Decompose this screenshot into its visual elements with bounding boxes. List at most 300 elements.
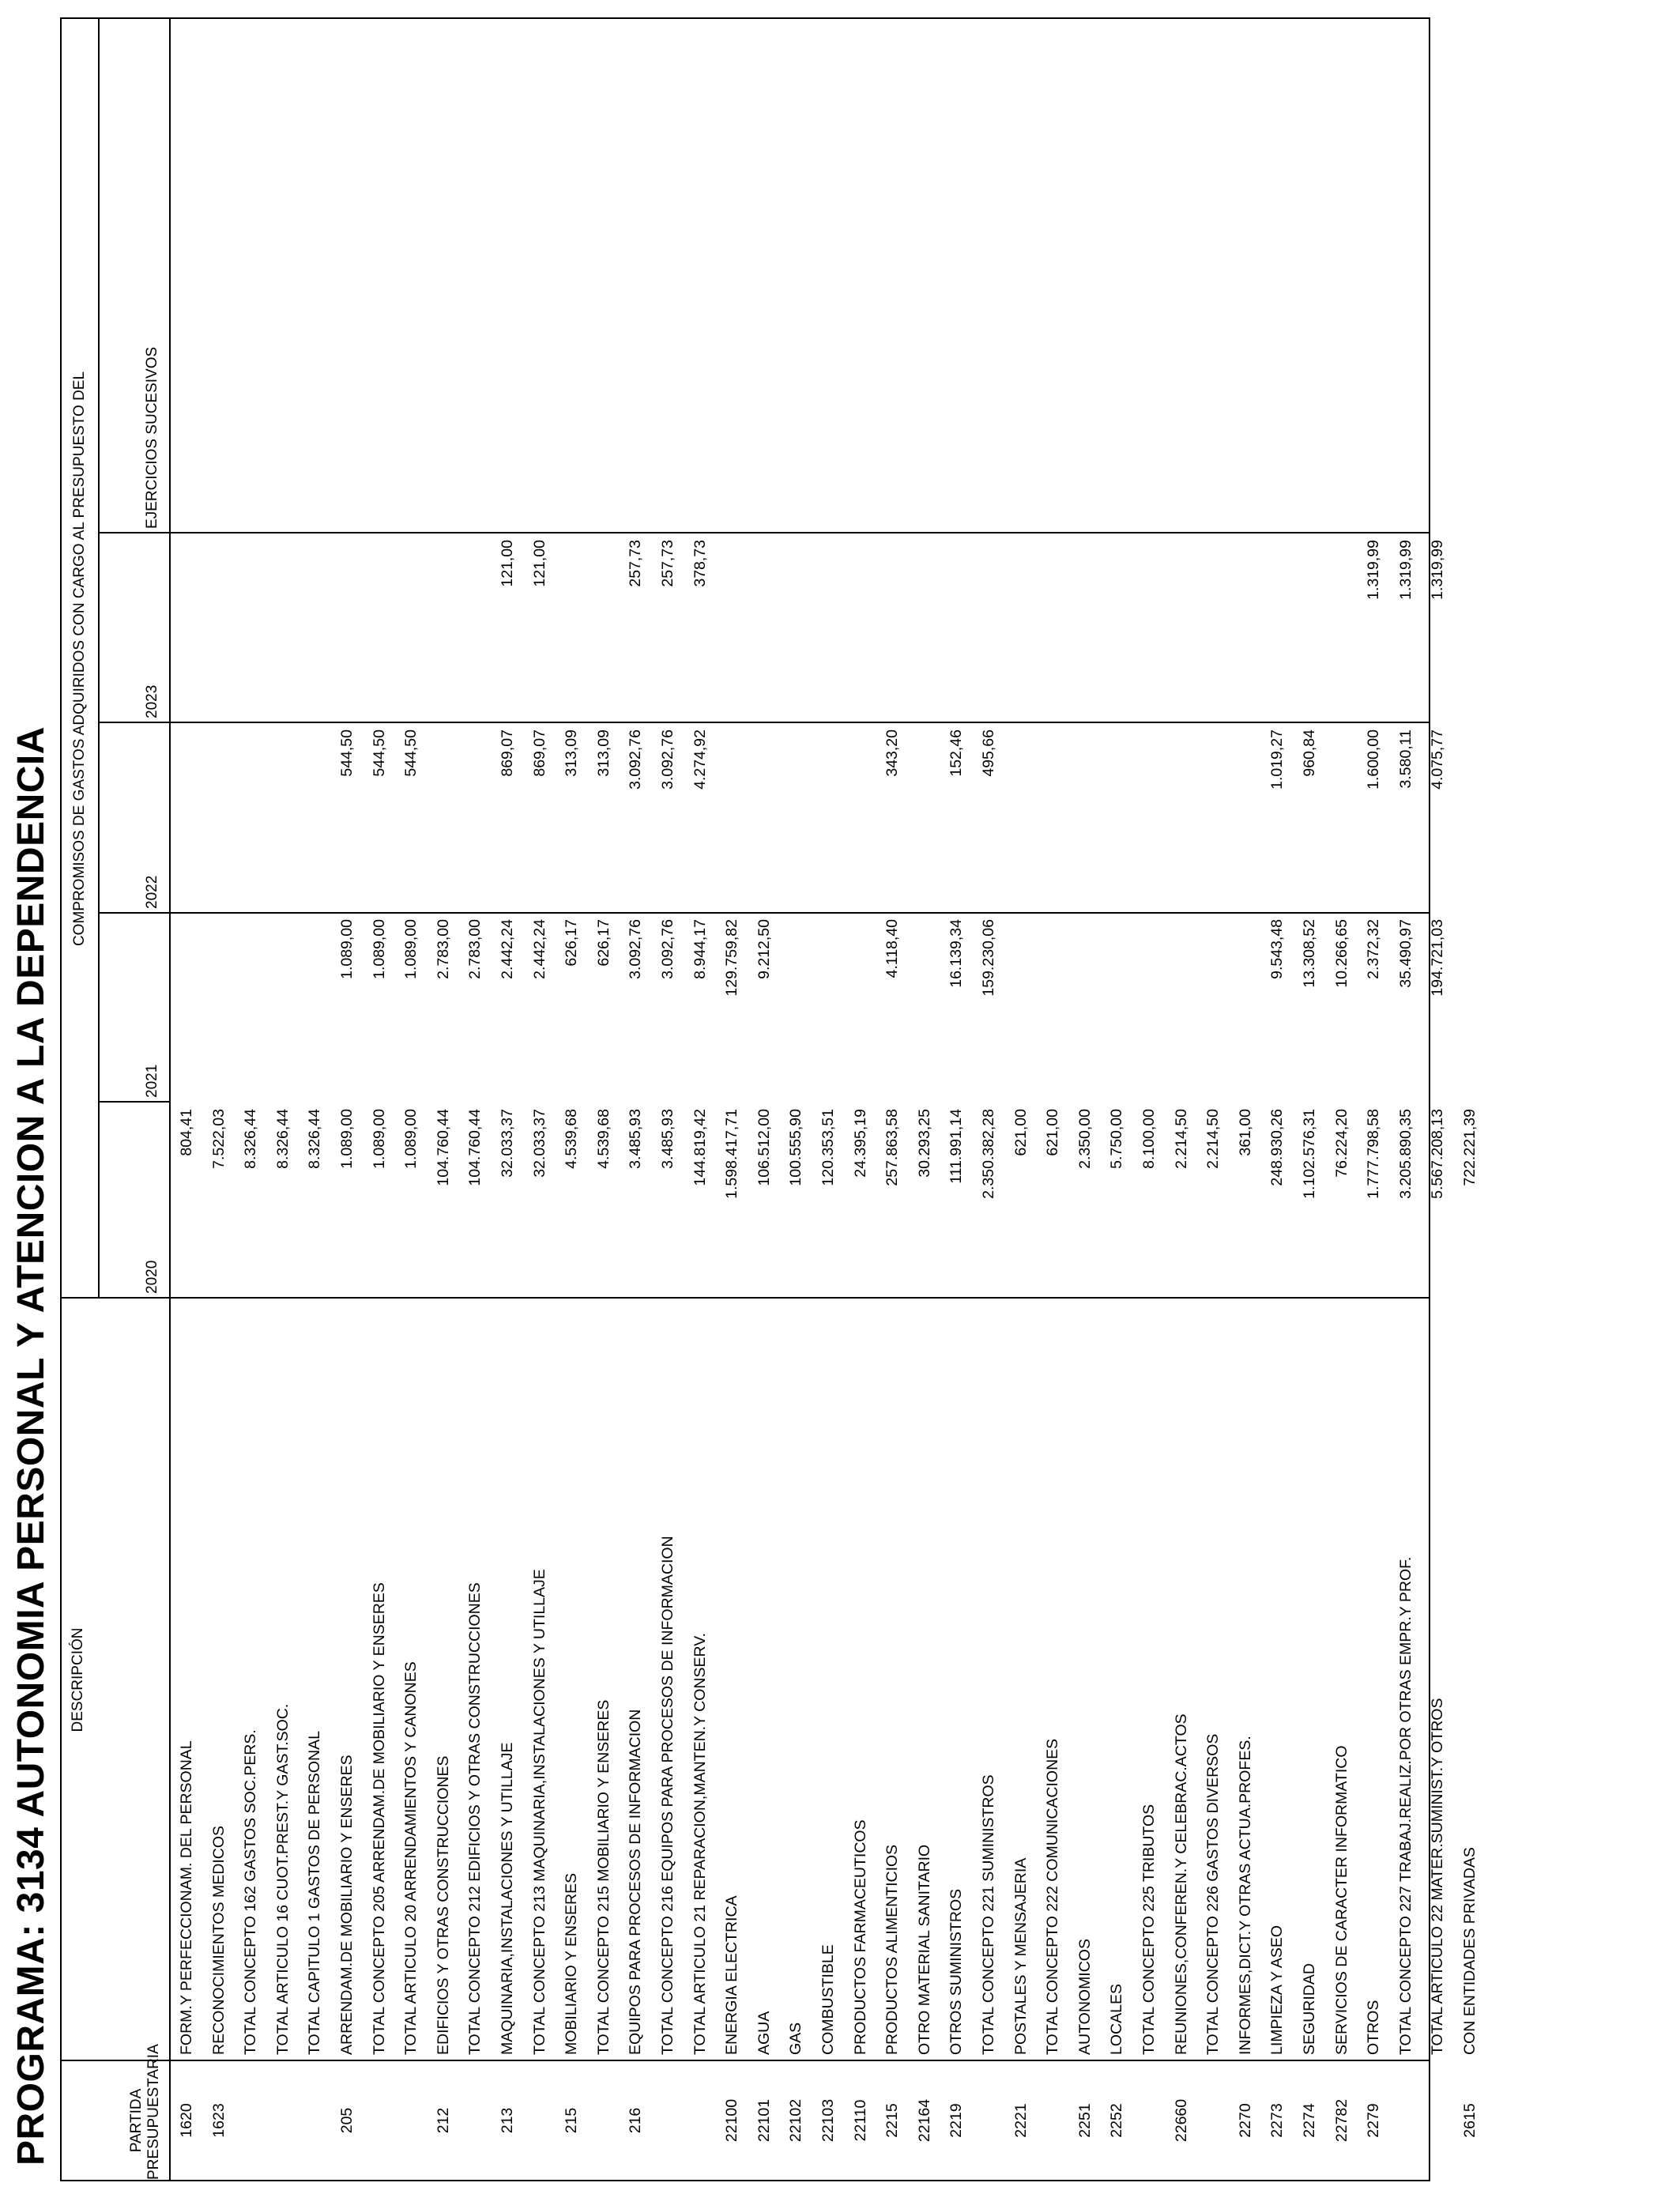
descripcion-cell: POSTALES Y MENSAJERIA: [1011, 1857, 1030, 2055]
amount-2021-cell: 1.089,00: [338, 919, 356, 979]
descripcion-cell: LIMPIEZA Y ASEO: [1268, 1924, 1286, 2055]
amount-2023-cell: [556, 540, 587, 722]
amount-2022-cell: 4.274,92: [691, 729, 709, 790]
amount-2020-cell: 8.326,44: [306, 1109, 324, 1169]
amount-2023-cell: [780, 540, 812, 722]
descripcion-cell: FORM.Y PERFECCIONAM. DEL PERSONAL: [178, 1740, 195, 2055]
table-row: [909, 19, 940, 2180]
amount-2020-cell: 104.760,44: [466, 1109, 484, 1186]
amount-2022-cell: [1069, 729, 1101, 911]
amount-2020-cell: 1.089,00: [370, 1109, 388, 1169]
amount-2022-cell: 313,09: [594, 729, 612, 777]
descripcion-cell: TOTAL CONCEPTO 222 COMUNICACIONES: [1044, 1738, 1062, 2055]
partida-header: [128, 2044, 163, 2180]
budget-table: [60, 17, 1478, 2181]
amount-2021-cell: 159.230,06: [980, 919, 997, 997]
amount-2020-cell: 32.033,37: [530, 1109, 548, 1178]
descripcion-cell: INFORMES,DICT.Y OTRAS ACTUA.PROFES.: [1236, 1736, 1254, 2055]
table-row: [620, 19, 651, 2180]
amount-2022-cell: [845, 729, 876, 911]
descripcion-cell: TOTAL CONCEPTO 221 SUMINISTROS: [980, 1774, 997, 2055]
partida-cell: 2274: [1301, 2103, 1318, 2138]
partida-cell: 216: [627, 2107, 645, 2134]
amount-2023-cell: [331, 540, 363, 722]
amount-2020-cell: 5.750,00: [1108, 1109, 1126, 1169]
descripcion-cell: GAS: [787, 2022, 805, 2055]
partida-cell: 2252: [1108, 2103, 1126, 2138]
amount-2020-cell: 104.760,44: [434, 1109, 452, 1186]
amount-2022-cell: [459, 729, 491, 911]
table-row: [556, 19, 587, 2180]
amount-2022-cell: [428, 729, 459, 911]
partida-cell: 22102: [787, 2098, 805, 2143]
amount-2022-cell: [1166, 729, 1197, 911]
amount-2021-cell: [299, 919, 330, 1101]
descripcion-cell: TOTAL CONCEPTO 216 EQUIPOS PARA PROCESOS DE INFORMACION: [659, 1536, 676, 2055]
amount-2023-cell: [716, 540, 748, 722]
descripcion-cell: EDIFICIOS Y OTRAS CONSTRUCCIONES: [434, 1755, 452, 2055]
partida-cell: 1620: [178, 2103, 195, 2138]
partida-cell: [1133, 2061, 1165, 2180]
descripcion-cell: SEGURIDAD: [1301, 1963, 1318, 2055]
amount-2022-cell: [171, 729, 202, 911]
header-divider: [98, 19, 100, 1299]
amount-2020-cell: 2.214,50: [1204, 1109, 1222, 1169]
partida-cell: 22782: [1332, 2098, 1350, 2143]
amount-2022-cell: [1230, 729, 1261, 911]
amount-2022-cell: [780, 729, 812, 911]
amount-2021-cell: 35.490,97: [1396, 919, 1414, 988]
amount-2022-cell: [1101, 729, 1132, 911]
table-row: [363, 19, 395, 2180]
table-row: [1326, 19, 1358, 2180]
partida-header-line1: PARTIDA: [128, 2088, 145, 2153]
amount-2021-cell: 626,17: [563, 919, 581, 967]
amount-2022-cell: [299, 729, 330, 911]
descripcion-cell: TOTAL ARTICULO 21 REPARACION,MANTEN.Y CONSERV.: [691, 1633, 709, 2055]
table-row: [492, 19, 523, 2180]
amount-2023-cell: [267, 540, 299, 722]
amount-2020-cell: 804,41: [178, 1109, 195, 1156]
year-2022-header: 2022: [144, 875, 160, 909]
amount-2020-cell: 5.567.208,13: [1429, 1109, 1447, 1199]
amount-2020-cell: 8.100,00: [1140, 1109, 1158, 1169]
amount-2022-cell: [1197, 729, 1229, 911]
partida-cell: [459, 2061, 491, 2180]
year-2020-header: 2020: [144, 1260, 160, 1294]
amount-2022-cell: [1133, 729, 1165, 911]
year-2021-header: 2021: [144, 1064, 160, 1098]
descripcion-cell: TOTAL CONCEPTO 205 ARRENDAM.DE MOBILIARIO Y ENSERES: [370, 1582, 388, 2055]
descripcion-cell: OTRO MATERIAL SANITARIO: [915, 1844, 933, 2055]
amount-2021-cell: 194.721,03: [1429, 919, 1447, 997]
descripcion-cell: TOTAL CONCEPTO 215 MOBILIARIO Y ENSERES: [594, 1699, 612, 2055]
descripcion-cell: ENERGIA ELECTRICA: [723, 1895, 741, 2055]
partida-cell: 22660: [1172, 2098, 1190, 2143]
amount-2023-cell: 1.319,99: [1365, 540, 1383, 600]
amount-2022-cell: [909, 729, 940, 911]
partida-cell: 2273: [1268, 2103, 1286, 2138]
amount-2020-cell: 4.539,68: [594, 1109, 612, 1169]
table-row: [203, 19, 235, 2180]
amount-2022-cell: 1.600,00: [1365, 729, 1383, 790]
partida-cell: 213: [499, 2107, 516, 2134]
partida-cell: [1422, 2061, 1453, 2180]
compromisos-header: COMPROMISOS DE GASTOS ADQUIRIDOS CON CARGO AL PRESUPUESTO DEL: [71, 371, 88, 947]
amount-2021-cell: 8.944,17: [691, 919, 709, 979]
amount-2022-cell: 960,84: [1301, 729, 1318, 777]
amount-2021-cell: [1037, 919, 1068, 1101]
amount-2020-cell: 722.221,39: [1461, 1109, 1478, 1186]
descripcion-cell: AUTONOMICOS: [1075, 1939, 1094, 2055]
table-row: [973, 19, 1004, 2180]
amount-2021-cell: 2.783,00: [434, 919, 452, 979]
amount-2023-cell: [812, 540, 844, 722]
amount-2023-cell: [748, 540, 780, 722]
table-row: [1166, 19, 1197, 2180]
amount-2020-cell: 4.539,68: [563, 1109, 581, 1169]
table-row: [524, 19, 556, 2180]
amount-2020-cell: 1.777.798,58: [1365, 1109, 1383, 1199]
amount-2022-cell: 869,07: [530, 729, 548, 777]
amount-2023-cell: [909, 540, 940, 722]
amount-2020-cell: 100.555,90: [787, 1109, 805, 1186]
amount-2023-cell: 1.319,99: [1429, 540, 1447, 600]
amount-2020-cell: 621,00: [1044, 1109, 1062, 1156]
amount-2023-cell: [1005, 540, 1037, 722]
amount-2022-cell: 544,50: [370, 729, 388, 777]
amount-2020-cell: 1.102.576,31: [1301, 1109, 1318, 1199]
amount-2021-cell: 1.089,00: [402, 919, 420, 979]
amount-2021-cell: [171, 919, 202, 1101]
amount-2023-cell: 378,73: [691, 540, 709, 587]
amount-2023-cell: [203, 540, 235, 722]
amount-2021-cell: 129.759,82: [723, 919, 741, 997]
partida-cell: [1197, 2061, 1229, 2180]
table-row: [395, 19, 427, 2180]
amount-2020-cell: 76.224,20: [1332, 1109, 1350, 1178]
table-row: [845, 19, 876, 2180]
amount-2020-cell: 111.991,14: [947, 1109, 966, 1184]
descripcion-cell: PRODUCTOS ALIMENTICIOS: [883, 1844, 902, 2055]
amount-2022-cell: [716, 729, 748, 911]
amount-2023-cell: [1069, 540, 1101, 722]
table-row: [1422, 19, 1453, 2180]
descripcion-cell: ARRENDAM.DE MOBILIARIO Y ENSERES: [338, 1755, 356, 2055]
amount-2021-cell: 626,17: [594, 919, 612, 967]
partida-cell: 2279: [1365, 2103, 1383, 2138]
amount-2023-cell: [1133, 540, 1165, 722]
amount-2022-cell: [812, 729, 844, 911]
amount-2021-cell: 9.543,48: [1268, 919, 1286, 979]
amount-2022-cell: 3.092,76: [659, 729, 676, 790]
amount-2020-cell: 621,00: [1011, 1109, 1030, 1156]
amount-2020-cell: 361,00: [1236, 1109, 1254, 1156]
amount-2022-cell: [235, 729, 266, 911]
amount-2023-cell: [428, 540, 459, 722]
partida-cell: [235, 2061, 266, 2180]
amount-2021-cell: 1.089,00: [370, 919, 388, 979]
amount-2021-cell: [780, 919, 812, 1101]
partida-cell: [684, 2061, 716, 2180]
amount-2021-cell: 3.092,76: [627, 919, 645, 979]
page-title: PROGRAMA: 3134 AUTONOMIA PERSONAL Y ATENCION A LA DEPENDENCIA: [10, 726, 52, 2166]
amount-2023-cell: 1.319,99: [1396, 540, 1414, 600]
partida-cell: [652, 2061, 684, 2180]
amount-2022-cell: 313,09: [563, 729, 581, 777]
table-row: [459, 19, 491, 2180]
partida-cell: [395, 2061, 427, 2180]
table-row: [780, 19, 812, 2180]
amount-2023-cell: 257,73: [659, 540, 676, 587]
amount-2020-cell: 1.598.417,71: [723, 1109, 741, 1199]
table-row: [235, 19, 266, 2180]
partida-cell: [1390, 2061, 1422, 2180]
amount-2023-cell: [876, 540, 908, 722]
partida-cell: 2221: [1011, 2103, 1030, 2138]
table-row: [1133, 19, 1165, 2180]
table-row: [716, 19, 748, 2180]
amount-2020-cell: 3.485,93: [659, 1109, 676, 1169]
amount-2020-cell: 2.350,00: [1075, 1109, 1094, 1169]
amount-2021-cell: [909, 919, 940, 1101]
partida-cell: 22110: [851, 2099, 869, 2142]
amount-2022-cell: 544,50: [338, 729, 356, 777]
amount-2022-cell: 4.075,77: [1429, 729, 1447, 790]
table-row: [1261, 19, 1293, 2180]
partida-cell: [267, 2061, 299, 2180]
partida-cell: [363, 2061, 395, 2180]
amount-2021-cell: 9.212,50: [755, 919, 773, 979]
table-row: [331, 19, 363, 2180]
amount-2022-cell: [1454, 729, 1486, 911]
descripcion-cell: TOTAL CAPITULO 1 GASTOS DE PERSONAL: [306, 1731, 324, 2055]
amount-2023-cell: 121,00: [499, 540, 516, 587]
amount-2020-cell: 257.863,58: [883, 1109, 902, 1186]
descripcion-cell: OTROS: [1365, 2000, 1383, 2055]
amount-2021-cell: [812, 919, 844, 1101]
amount-2020-cell: 24.395,19: [851, 1109, 869, 1178]
amount-2023-cell: [1261, 540, 1293, 722]
descripcion-cell: EQUIPOS PARA PROCESOS DE INFORMACION: [627, 1709, 645, 2055]
amount-2020-cell: 8.326,44: [242, 1109, 260, 1169]
table-row: [748, 19, 780, 2180]
partida-cell: [973, 2061, 1004, 2180]
table-row: [588, 19, 620, 2180]
table-row: [684, 19, 716, 2180]
amount-2021-cell: [1101, 919, 1132, 1101]
descripcion-cell: REUNIONES,CONFEREN.Y CELEBRAC.ACTOS: [1172, 1713, 1190, 2055]
amount-2023-cell: [235, 540, 266, 722]
amount-2023-cell: [299, 540, 330, 722]
partida-cell: 22164: [915, 2098, 933, 2143]
descripcion-cell: TOTAL CONCEPTO 226 GASTOS DIVERSOS: [1204, 1733, 1222, 2055]
amount-2022-cell: [203, 729, 235, 911]
amount-2023-cell: [973, 540, 1004, 722]
amount-2023-cell: [1294, 540, 1325, 722]
amount-2020-cell: 8.326,44: [273, 1109, 292, 1169]
partida-cell: [524, 2061, 556, 2180]
partida-cell: [1037, 2061, 1068, 2180]
descripcion-cell: RECONOCIMIENTOS MEDICOS: [209, 1826, 228, 2055]
amount-2021-cell: 4.118,40: [883, 919, 902, 978]
partida-cell: 22103: [819, 2098, 837, 2143]
amount-2021-cell: 2.442,24: [530, 919, 548, 979]
amount-2023-cell: [363, 540, 395, 722]
partida-cell: 2270: [1236, 2103, 1254, 2138]
descripcion-cell: TOTAL CONCEPTO 213 MAQUINARIA,INSTALACIONES Y UTILLAJE: [530, 1569, 548, 2055]
amount-2023-cell: [171, 540, 202, 722]
partida-cell: 22101: [755, 2098, 773, 2143]
descripcion-cell: TOTAL CONCEPTO 162 GASTOS SOC.PERS.: [242, 1729, 260, 2055]
amount-2021-cell: 2.372,32: [1365, 919, 1383, 979]
amount-2022-cell: 343,20: [883, 729, 902, 777]
amount-2020-cell: 248.930,26: [1268, 1109, 1286, 1186]
amount-2020-cell: 30.293,25: [915, 1109, 933, 1178]
partida-cell: 22100: [723, 2098, 741, 2143]
table-row: [1069, 19, 1101, 2180]
table-row: [171, 19, 202, 2180]
amount-2022-cell: 152,46: [947, 729, 966, 777]
descripcion-cell: CON ENTIDADES PRIVADAS: [1461, 1847, 1478, 2055]
amount-2022-cell: 1.019,27: [1268, 729, 1286, 790]
amount-2023-cell: [940, 540, 972, 722]
amount-2021-cell: [845, 919, 876, 1101]
amount-2021-cell: [1005, 919, 1037, 1101]
descripcion-cell: MAQUINARIA,INSTALACIONES Y UTILLAJE: [499, 1742, 516, 2055]
partida-cell: 1623: [209, 2103, 228, 2138]
table-row: [1005, 19, 1037, 2180]
amount-2020-cell: 2.214,50: [1172, 1109, 1190, 1169]
descripcion-cell: MOBILIARIO Y ENSERES: [563, 1872, 581, 2055]
amount-2022-cell: 869,07: [499, 729, 516, 777]
amount-2021-cell: 10.266,65: [1332, 919, 1350, 988]
amount-2022-cell: 3.580,11: [1396, 729, 1414, 789]
amount-2022-cell: 544,50: [402, 729, 420, 777]
table-row: [1230, 19, 1261, 2180]
amount-2023-cell: [1230, 540, 1261, 722]
table-row: [940, 19, 972, 2180]
amount-2020-cell: 106.512,00: [755, 1109, 773, 1186]
partida-cell: 215: [563, 2107, 581, 2134]
amount-2020-cell: 7.522,03: [209, 1109, 228, 1169]
amount-2023-cell: [1037, 540, 1068, 722]
table-row: [267, 19, 299, 2180]
descripcion-cell: COMBUSTIBLE: [819, 1944, 837, 2055]
table-row: [1294, 19, 1325, 2180]
amount-2020-cell: 2.350.382,28: [980, 1109, 997, 1199]
descripcion-cell: TOTAL CONCEPTO 227 TRABAJ.REALIZ.POR OTRAS EMPR.Y PROF.: [1396, 1556, 1414, 2055]
table-row: [1101, 19, 1132, 2180]
amount-2023-cell: [588, 540, 620, 722]
amount-2021-cell: [1454, 919, 1486, 1101]
amount-2022-cell: [1326, 729, 1358, 911]
table-row: [299, 19, 330, 2180]
amount-2021-cell: [1069, 919, 1101, 1101]
amount-2021-cell: [1197, 919, 1229, 1101]
amount-2021-cell: [1133, 919, 1165, 1101]
partida-cell: 2615: [1461, 2103, 1478, 2138]
descripcion-cell: TOTAL ARTICULO 16 CUOT.PREST.Y GAST.SOC.: [273, 1703, 292, 2055]
descripcion-header: DESCRIPCIÓN: [70, 1627, 86, 1732]
amount-2021-cell: 3.092,76: [659, 919, 676, 979]
amount-2021-cell: 2.783,00: [466, 919, 484, 979]
amount-2023-cell: 121,00: [530, 540, 548, 587]
amount-2021-cell: [1230, 919, 1261, 1101]
amount-2021-cell: [267, 919, 299, 1101]
year-2023-header: 2023: [144, 684, 160, 718]
amount-2022-cell: [1037, 729, 1068, 911]
descripcion-cell: OTROS SUMINISTROS: [947, 1888, 966, 2055]
descripcion-cell: PRODUCTOS FARMACEUTICOS: [851, 1819, 869, 2055]
amount-2021-cell: [1166, 919, 1197, 1101]
partida-cell: 2215: [883, 2103, 902, 2138]
amount-2022-cell: [748, 729, 780, 911]
descripcion-cell: TOTAL ARTICULO 22 MATER.SUMINIST.Y OTROS: [1429, 1698, 1447, 2055]
ejercicios-sucesivos-header: EJERCICIOS SUCESIVOS: [144, 346, 160, 529]
amount-2021-cell: 2.442,24: [499, 919, 516, 979]
partida-cell: 2219: [947, 2103, 966, 2138]
amount-2020-cell: 120.353,51: [819, 1109, 837, 1186]
descripcion-cell: TOTAL ARTICULO 20 ARRENDAMIENTOS Y CANONES: [402, 1661, 420, 2055]
descripcion-cell: AGUA: [755, 2011, 773, 2055]
amount-2023-cell: [1197, 540, 1229, 722]
amount-2021-cell: 16.139,34: [947, 919, 966, 988]
table-row: [1390, 19, 1422, 2180]
table-row: [652, 19, 684, 2180]
amount-2022-cell: 495,66: [980, 729, 997, 777]
amount-2020-cell: 144.819,42: [691, 1109, 709, 1186]
table-row: [812, 19, 844, 2180]
amount-2022-cell: [1005, 729, 1037, 911]
partida-cell: [588, 2061, 620, 2180]
partida-cell: [299, 2061, 330, 2180]
amount-2022-cell: 3.092,76: [627, 729, 645, 790]
table-row: [876, 19, 908, 2180]
amount-2023-cell: [1166, 540, 1197, 722]
amount-2020-cell: 1.089,00: [338, 1109, 356, 1169]
amount-2020-cell: 3.485,93: [627, 1109, 645, 1169]
amount-2023-cell: [1101, 540, 1132, 722]
descripcion-cell: SERVICIOS DE CARACTER INFORMATICO: [1332, 1745, 1350, 2055]
amount-2020-cell: 3.205.890,35: [1396, 1109, 1414, 1199]
amount-2023-cell: 257,73: [627, 540, 645, 587]
amount-2023-cell: [1326, 540, 1358, 722]
partida-header-line2: PRESUPUESTARIA: [145, 2044, 162, 2180]
table-row: [1454, 19, 1486, 2180]
amount-2022-cell: [267, 729, 299, 911]
partida-cell: 205: [338, 2107, 356, 2134]
amount-2023-cell: [845, 540, 876, 722]
descripcion-cell: LOCALES: [1108, 1984, 1126, 2055]
amount-2021-cell: [203, 919, 235, 1101]
table-row: [1037, 19, 1068, 2180]
amount-2021-cell: [235, 919, 266, 1101]
amount-2020-cell: 1.089,00: [402, 1109, 420, 1169]
descripcion-cell: TOTAL CONCEPTO 225 TRIBUTOS: [1140, 1804, 1158, 2055]
amount-2023-cell: [459, 540, 491, 722]
partida-cell: 2251: [1075, 2103, 1094, 2138]
table-row: [1358, 19, 1389, 2180]
partida-cell: 212: [434, 2107, 452, 2134]
amount-2023-cell: [1454, 540, 1486, 722]
descripcion-cell: TOTAL CONCEPTO 212 EDIFICIOS Y OTRAS CONSTRUCCIONES: [466, 1582, 484, 2055]
amount-2021-cell: 13.308,52: [1301, 919, 1318, 988]
table-row: [1197, 19, 1229, 2180]
amount-2020-cell: 32.033,37: [499, 1109, 516, 1178]
table-row: [428, 19, 459, 2180]
amount-2023-cell: [395, 540, 427, 722]
